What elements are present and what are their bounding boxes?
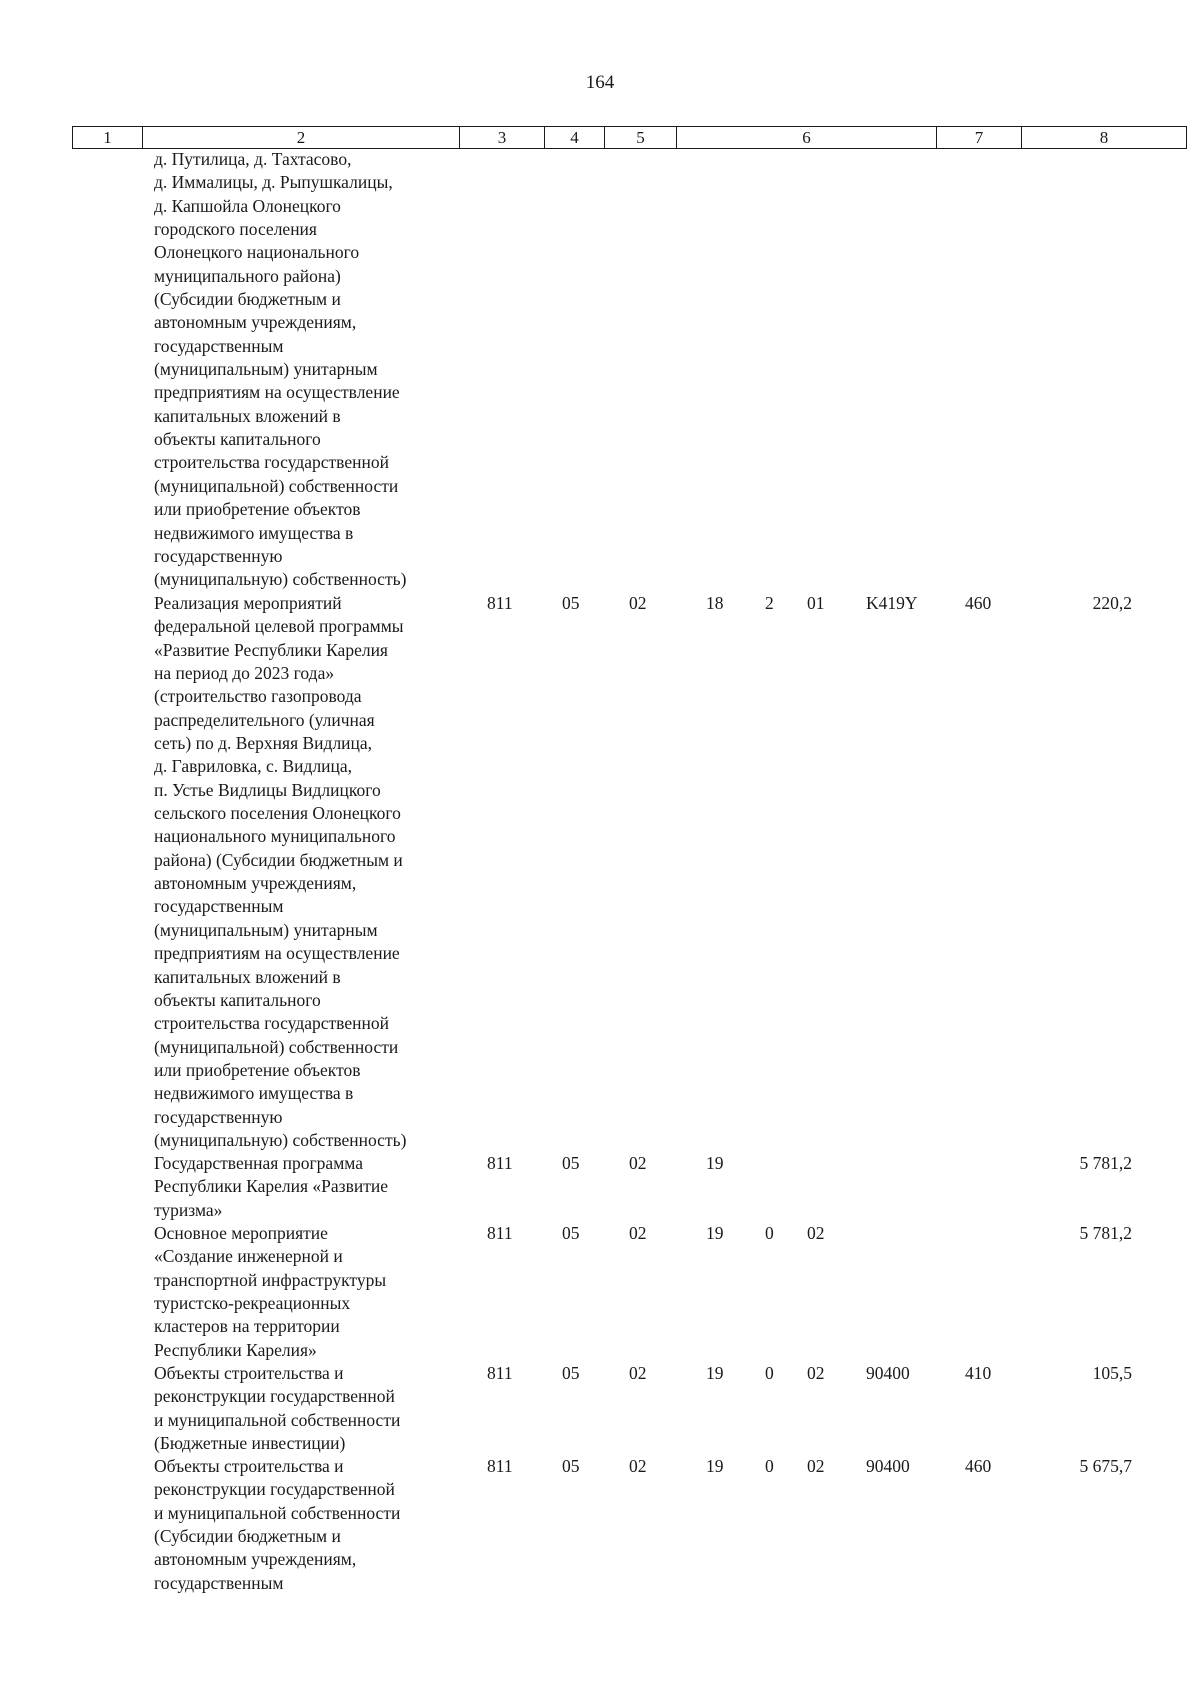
- row-description: Объекты строительства и реконструкции государственной и муниципальной собственности (Субсидии бюджетным и автономным учреждениям, государственным: [154, 1456, 401, 1593]
- subprogram-code: 0: [765, 1223, 774, 1243]
- subprogram-code: 2: [765, 593, 774, 613]
- amount: 5 781,2: [1079, 1153, 1132, 1173]
- subsection-code: 02: [629, 1456, 647, 1476]
- subprogram-code: 0: [765, 1363, 774, 1383]
- amount: 220,2: [1092, 593, 1132, 613]
- section-code: 05: [562, 1363, 580, 1383]
- program-code: 19: [706, 1153, 724, 1173]
- program-code: 19: [706, 1223, 724, 1243]
- section-code: 05: [562, 1153, 580, 1173]
- activity-code: 02: [807, 1456, 825, 1476]
- amount: 5 781,2: [1079, 1223, 1132, 1243]
- column-header-2: 2: [143, 127, 460, 149]
- row-description: Реализация мероприятий федеральной целевой программы «Развитие Республики Карелия на период до 2023 года» (строительство газопровода распределительного (уличная сеть) по д. Верхняя Видлица, д. Гавриловка, с. Видлица, п. Устье Видлицы Видлицкого сельского поселения Олонецкого национального муниципального района) (Субсидии бюджетным и автономным учреждениям, государственным (муниципальным) унитарным предприятиям на осуществление капитальных вложений в объекты капитального строительства государственной (муниципальной) собственности или приобретение объектов недвижимого имущества в государственную (муниципальную) собственность): [154, 593, 407, 1150]
- expense-type-code: 460: [965, 1456, 992, 1476]
- direction-code: 90400: [866, 1456, 910, 1476]
- activity-code: 01: [807, 593, 825, 613]
- column-header-5: 5: [605, 127, 677, 149]
- admin-code: 811: [487, 1153, 513, 1173]
- expense-type-code: 460: [965, 593, 992, 613]
- activity-code: 02: [807, 1363, 825, 1383]
- direction-code: 90400: [866, 1363, 910, 1383]
- row-description: Государственная программа Республики Карелия «Развитие туризма»: [154, 1153, 388, 1220]
- page-number: 164: [585, 72, 615, 93]
- admin-code: 811: [487, 1456, 513, 1476]
- column-header-1: 1: [73, 127, 143, 149]
- row-description: Основное мероприятие «Создание инженерной и транспортной инфраструктуры туристско-рекреационных кластеров на территории Республики Карелия»: [154, 1223, 387, 1360]
- column-header-3: 3: [460, 127, 545, 149]
- program-code: 19: [706, 1363, 724, 1383]
- program-code: 18: [706, 593, 724, 613]
- activity-code: 02: [807, 1223, 825, 1243]
- row-description: Объекты строительства и реконструкции государственной и муниципальной собственности (Бюджетные инвестиции): [154, 1363, 401, 1454]
- admin-code: 811: [487, 1223, 513, 1243]
- amount: 5 675,7: [1079, 1456, 1132, 1476]
- subsection-code: 02: [629, 593, 647, 613]
- expense-type-code: 410: [965, 1363, 992, 1383]
- column-header-table: [72, 126, 1187, 149]
- subsection-code: 02: [629, 1363, 647, 1383]
- section-code: 05: [562, 1223, 580, 1243]
- admin-code: 811: [487, 1363, 513, 1383]
- column-header-6: 6: [677, 127, 937, 149]
- program-code: 19: [706, 1456, 724, 1476]
- column-header-7: 7: [937, 127, 1022, 149]
- subprogram-code: 0: [765, 1456, 774, 1476]
- column-header-8: 8: [1022, 127, 1187, 149]
- direction-code: K419Y: [866, 593, 918, 613]
- admin-code: 811: [487, 593, 513, 613]
- section-code: 05: [562, 1456, 580, 1476]
- column-header-row: [73, 127, 1187, 149]
- section-code: 05: [562, 593, 580, 613]
- amount: 105,5: [1092, 1363, 1132, 1383]
- row-description: д. Путилица, д. Тахтасово, д. Иммалицы, д. Рыпушкалицы, д. Капшойла Олонецкого городского поселения Олонецкого национального муниципального района) (Субсидии бюджетным и автономным учреждениям, государственным (муниципальным) унитарным предприятиям на осуществление капитальных вложений в объекты капитального строительства государственной (муниципальной) собственности или приобретение объектов недвижимого имущества в государственную (муниципальную) собственность): [154, 149, 407, 590]
- subsection-code: 02: [629, 1153, 647, 1173]
- column-header-4: 4: [545, 127, 605, 149]
- subsection-code: 02: [629, 1223, 647, 1243]
